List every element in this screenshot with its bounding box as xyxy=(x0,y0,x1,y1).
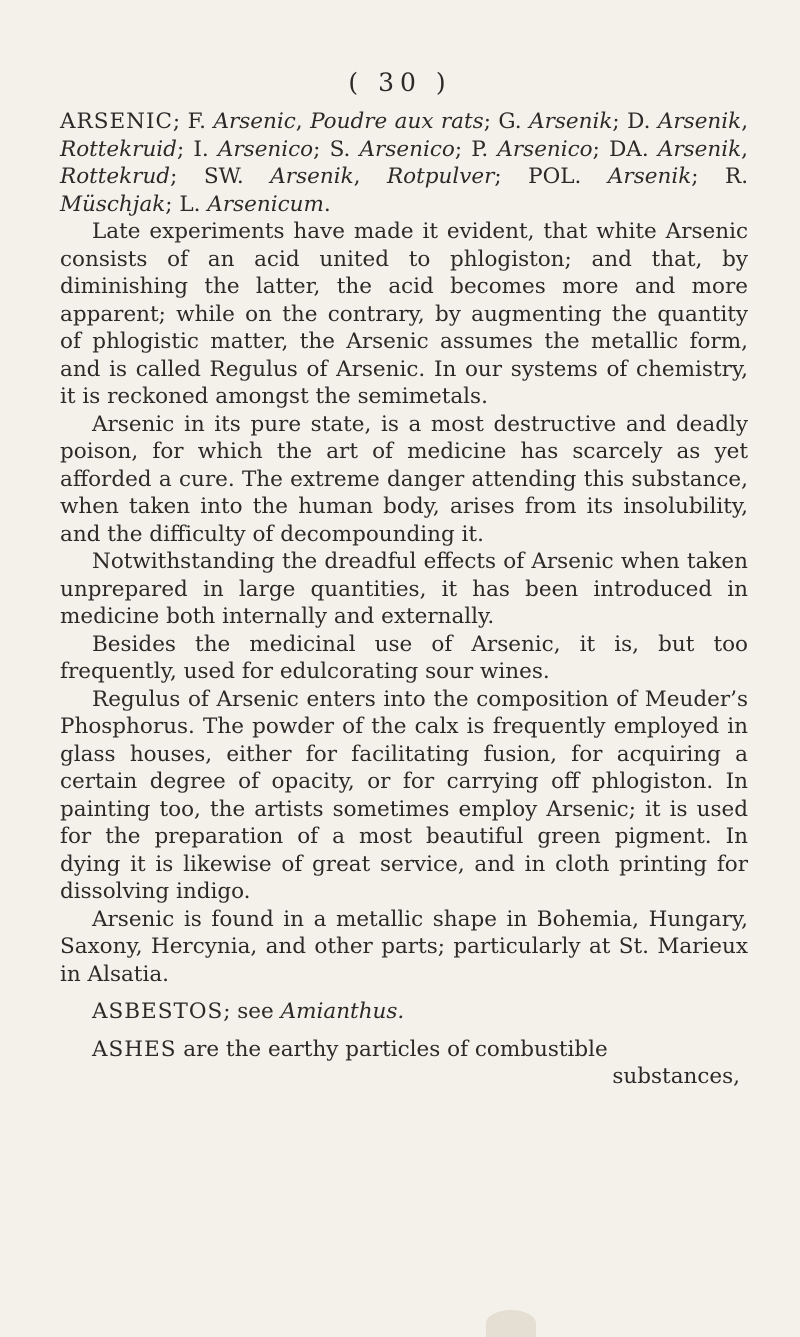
translation: Arsenik xyxy=(657,109,742,134)
paragraph: Arsenic in its pure state, is a most destructive and deadly poison, for which the art of medicine has scarcely as yet afforded a cure. The extreme danger attending this substance, when taken into the human body, arises from its insolubility, and the difficulty of decompounding it. xyxy=(60,411,748,547)
paragraph: Late experiments have made it evident, that white Arsenic consists of an acid united to phlogiston; and that, by diminishing the latter, the acid becomes more and more apparent; while on the contrary, by augmenting the quantity of phlogistic matter, the Arsenic assumes the metallic form, and is called Regulus of Arsenic. In our systems of chemistry, it is reckoned amongst the semimetals. xyxy=(60,219,748,409)
lang-code: R. xyxy=(725,164,749,189)
catchword: substances, xyxy=(612,1064,740,1089)
paragraph: Regulus of Arsenic enters into the composition of Meuder’s Phosphorus. The powder of the calx is frequently employed in glass houses, either for facilitating fusion, for acquiring a certain degree of opacity, or for carrying off phlogiston. In painting too, the artists sometimes employ Arsenic; it is used for the preparation of a most beautiful green pigment. In dying it is likewise of great service, and in cloth printing for dissolving indigo. xyxy=(60,686,748,904)
headword-arsenic: ARSENIC xyxy=(60,109,173,134)
translation: Arsenik xyxy=(529,109,613,134)
translation: Rottekrud xyxy=(60,164,171,189)
page-number: ( 30 ) xyxy=(348,68,452,97)
translation: Arsenik xyxy=(607,164,692,189)
lang-code: G. xyxy=(498,109,522,134)
paper-stain xyxy=(486,1310,536,1337)
headword-ashes: ASHES xyxy=(92,1036,177,1062)
translation: Arsenicum xyxy=(207,191,324,217)
entry-ashes xyxy=(60,1036,748,1064)
translation: Arsenico xyxy=(217,136,314,162)
lang-code: L. xyxy=(179,191,201,217)
lang-code: F. xyxy=(187,109,207,134)
translation: Rotpulver xyxy=(386,164,495,189)
translation: Arsenico xyxy=(359,136,455,162)
translation: Müschjak xyxy=(60,191,166,217)
translation: Rottekruid xyxy=(60,136,177,162)
lang-code: I. xyxy=(193,136,209,162)
translation: Arsenic xyxy=(213,109,296,134)
lang-code: DA. xyxy=(609,136,649,162)
headword-asbestos: ASBESTOS xyxy=(92,999,224,1024)
paragraph: Notwithstanding the dreadful effects of Arsenic when taken unprepared in large quantities, it has been introduced in medicine both internally and externally. xyxy=(60,549,748,629)
lang-code: SW. xyxy=(203,164,244,189)
entry-text xyxy=(60,108,748,1091)
translation: Poudre aux rats xyxy=(310,109,484,134)
paragraph: Besides the medicinal use of Arsenic, it is, but too frequently, used for edulcorating sour wines. xyxy=(60,631,748,684)
lang-code: D. xyxy=(627,109,651,134)
see-label: see xyxy=(237,999,274,1024)
entry-asbestos: ASBESTOS; see Amianthus. xyxy=(92,999,405,1024)
translation: Arsenik xyxy=(657,136,742,162)
entry-text-ashes: are the earthy particles of combustible xyxy=(183,1036,608,1062)
entry-arsenic-synonyms: ARSENIC; F. Arsenic, Poudre aux rats; G. Arsenik; D. Arsenik, Rottekruid; I. Arsenico; S. Arsenico; P. Arsenico; DA. Arsenik, Rottekrud; SW. Arsenik, Rotpulver; POL. Arsenik; R. Müschjak; L. Arsenicum. xyxy=(60,109,749,217)
cross-reference: Amianthus. xyxy=(280,999,405,1024)
paragraph: Arsenic is found in a metallic shape in Bohemia, Hungary, Saxony, Hercynia, and other parts; particularly at St. Marieux in Alsatia. xyxy=(60,906,748,987)
translation: Arsenik xyxy=(270,164,354,189)
lang-code: P. xyxy=(471,136,489,162)
lang-code: S. xyxy=(329,136,351,162)
translation: Arsenico xyxy=(497,136,593,162)
lang-code: POL. xyxy=(528,164,582,189)
